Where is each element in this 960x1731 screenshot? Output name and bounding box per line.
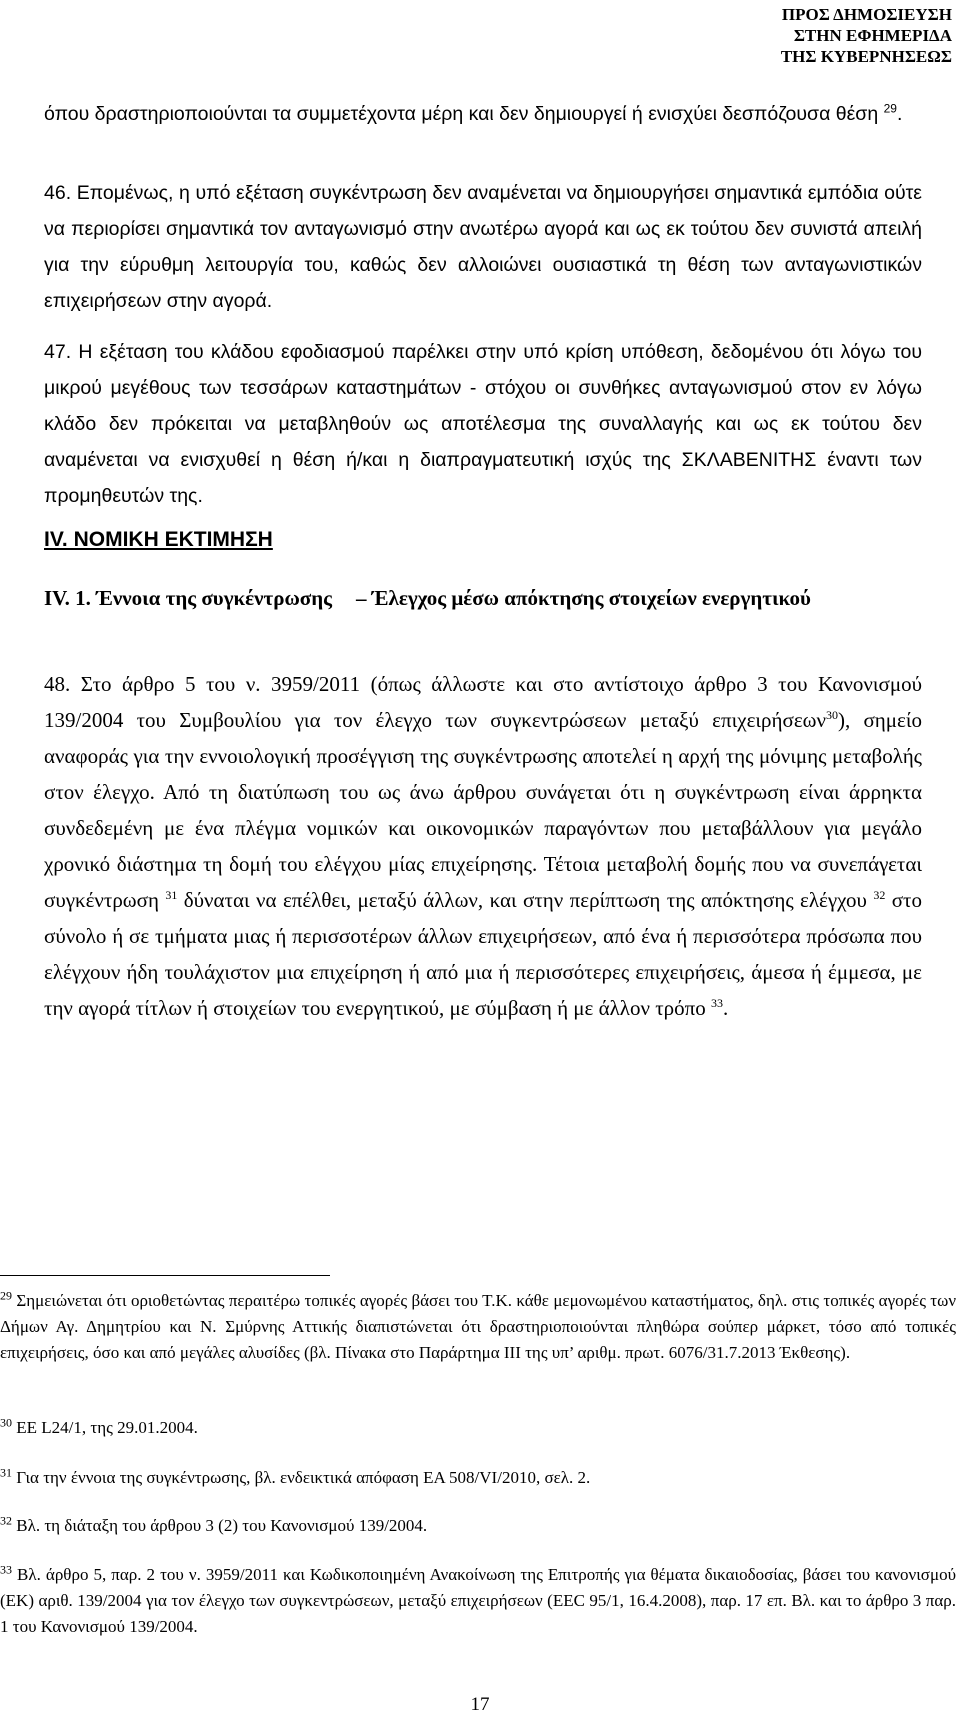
subsection-dash: – <box>356 586 367 610</box>
header-line-2: ΣΤΗΝ ΕΦΗΜΕΡΙΔΑ <box>793 26 952 45</box>
publication-header <box>781 4 952 67</box>
footnote-separator <box>0 1275 330 1276</box>
intro-text: όπου δραστηριοποιούνται τα συμμετέχοντα μέρη και δεν δημιουργεί ή ενισχύει δεσπόζουσα θέση <box>44 103 879 125</box>
paragraph-47 <box>44 334 922 514</box>
subsection-rest: Έλεγχος μέσω απόκτησης στοιχείων ενεργητικού <box>371 586 811 610</box>
footnote-32 <box>0 1513 956 1539</box>
intro-tail: . <box>896 103 903 125</box>
paragraph-48 <box>44 666 922 1026</box>
footnote-text: Σημειώνεται ότι οριοθετώντας περαιτέρω τοπικές αγορές βάσει του Τ.Κ. κάθε μεμονωμένου καταστήματος, δηλ. στις τοπικές αγορές των Δήμων Αγ. Δημητρίου και Ν. Σμύρνης Αττικής διαπιστώνεται ότι δραστηριοποιούνται πληθώρα σούπερ μάρκετ, τόσο από τοπικές επιχειρήσεις, όσο και από μεγάλες αλυσίδες (βλ. Πίνακα στο Παράρτημα ΙΙΙ της υπ’ αριθμ. πρωτ. 6076/31.7.2013 Έκθεσης). <box>0 1291 957 1362</box>
footnote-ref-30: 30 <box>825 708 838 722</box>
subsection-title: IV. 1. Έννοια της συγκέντρωσης <box>44 586 333 610</box>
footnote-text: Βλ. τη διάταξη του άρθρου 3 (2) του Κανονισμού 139/2004. <box>16 1516 428 1535</box>
footnote-ref-32: 32 <box>873 888 886 902</box>
header-line-1: ΠΡΟΣ ΔΗΜΟΣΙΕΥΣΗ <box>781 5 952 24</box>
paragraph-48-part-5: . <box>723 996 729 1020</box>
footnote-number: 32 <box>0 1513 12 1528</box>
section-heading: IV. ΝΟΜΙΚΗ ΕΚΤΙΜΗΣΗ <box>44 528 273 551</box>
footnote-ref-31: 31 <box>165 888 178 902</box>
paragraph-47-text: 47. Η εξέταση του κλάδου εφοδιασμού παρέλκει στην υπό κρίση υπόθεση, δεδομένου ότι λόγω του μικρού μεγέθους των τεσσάρων καταστημάτων - στόχου οι συνθήκες ανταγωνισμού στον εν λόγω κλάδο δεν πρόκειται να μεταβληθούν ως αποτέλεσμα της συναλλαγής και ως εκ τούτου δεν αναμένεται να ενισχυθεί η θέση ή/και η διαπραγματευτική ισχύς της ΣΚΛΑΒΕΝΙΤΗΣ έναντι των προμηθευτών της. <box>44 341 922 507</box>
paragraph-48-part-3: δύναται να επέλθει, μεταξύ άλλων, και στην περίπτωση της απόκτησης ελέγχου <box>183 888 867 912</box>
footnote-text: Βλ. άρθρο 5, παρ. 2 του ν. 3959/2011 και Κωδικοποιημένη Ανακοίνωση της Επιτροπής για θέματα δικαιοδοσίας, βάσει του κανονισμού (ΕΚ) αριθ. 139/2004 για τον έλεγχο των συγκεντρώσεων, μεταξύ επιχειρήσεων (ΕΕC 95/1, 16.4.2008), παρ. 17 επ. Βλ. και το άρθρο 3 παρ. 1 του Κανονισμού 139/2004. <box>0 1565 956 1636</box>
footnote-number: 30 <box>0 1415 12 1430</box>
header-line-3: ΤΗΣ ΚΥΒΕΡΝΗΣΕΩΣ <box>780 47 952 66</box>
paragraph-48-part-2: ), σημείο αναφοράς για την εννοιολογική προσέγγιση της συγκέντρωσης αποτελεί η αρχή της μόνιμης μεταβολής στον έλεγχο. Από τη διατύπωση του ως άνω άρθρου συνάγεται ότι η συγκέντρωση είναι άρρηκτα συνδεδεμένη με ένα πλέγμα νομικών και οικονομικών παραγόντων που μεταβάλλουν για μεγάλο χρονικό διάστημα τη δομή του ελέγχου μίας επιχείρησης. Τέτοια μεταβολή δομής που να συνεπάγεται συγκέντρωση <box>44 708 922 912</box>
footnote-number: 31 <box>0 1465 12 1480</box>
paragraph-48-part-4: στο σύνολο ή σε τμήματα μιας ή περισσοτέρων άλλων επιχειρήσεων, από ένα ή περισσότερα πρόσωπα που ελέγχουν ήδη τουλάχιστον μια επιχείρηση ή από μια ή περισσότερες επιχειρήσεις, άμεσα ή έμμεσα, με την αγορά τίτλων ή στοιχείων του ενεργητικού, με σύμβαση ή με άλλον τρόπο <box>44 888 922 1020</box>
footnote-33 <box>0 1562 956 1640</box>
footnote-29 <box>0 1288 956 1366</box>
intro-paragraph <box>44 96 922 132</box>
footnote-text: Για την έννοια της συγκέντρωσης, βλ. ενδεικτικά απόφαση ΕΑ 508/VI/2010, σελ. 2. <box>16 1468 591 1487</box>
footnote-ref-33: 33 <box>711 996 724 1010</box>
paragraph-46 <box>44 175 922 319</box>
paragraph-46-text: 46. Επομένως, η υπό εξέταση συγκέντρωση δεν αναμένεται να δημιουργήσει σημαντικά εμπόδια ούτε να περιορίσει σημαντικά τον ανταγωνισμό στην ανωτέρω αγορά και ως εκ τούτου δεν συνιστά απειλή για την εύρυθμη λειτουργία του, καθώς δεν αλλοιώνει ουσιαστικά τη θέση των ανταγωνιστικών επιχειρήσεων στην αγορά. <box>44 182 922 312</box>
footnote-text: ΕΕ L24/1, της 29.01.2004. <box>16 1418 198 1437</box>
footnote-number: 29 <box>0 1288 12 1303</box>
subsection-heading <box>44 580 922 616</box>
footnote-ref-29: 29 <box>883 101 897 116</box>
footnote-number: 33 <box>0 1562 12 1577</box>
footnote-31 <box>0 1465 956 1491</box>
paragraph-48-part-1: 48. Στο άρθρο 5 του ν. 3959/2011 (όπως άλλωστε και στο αντίστοιχο άρθρο 3 του Κανονισμού 139/2004 του Συμβουλίου για τον έλεγχο των συγκεντρώσεων μεταξύ επιχειρήσεων <box>44 672 922 732</box>
footnote-30 <box>0 1415 956 1441</box>
page-number: 17 <box>470 1694 490 1715</box>
